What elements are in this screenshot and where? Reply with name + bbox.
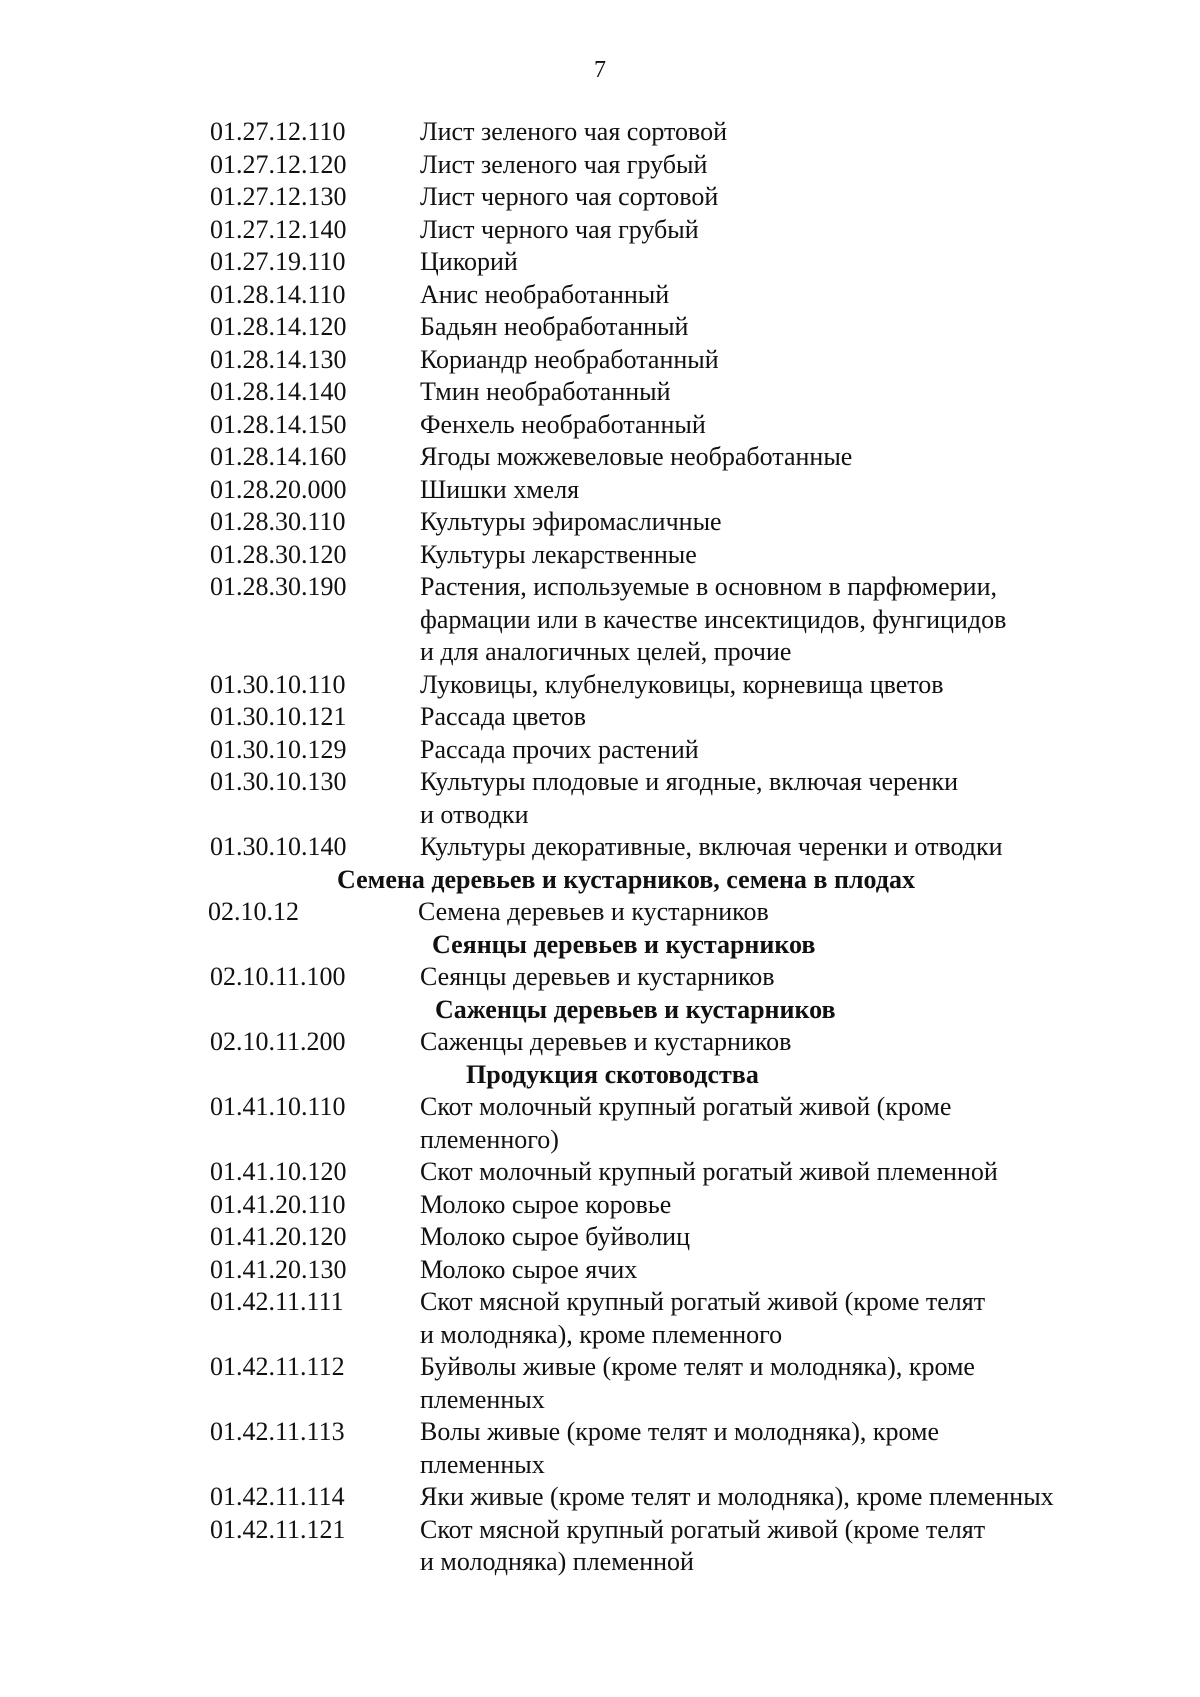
- item-code: 01.28.20.000: [210, 474, 347, 504]
- section-heading: Продукция скотоводства: [466, 1059, 759, 1089]
- item-code: 01.28.14.120: [210, 312, 347, 341]
- item-code: 01.42.11.121: [210, 1514, 346, 1544]
- item-code: 01.41.20.110: [210, 1189, 346, 1219]
- item-description: Саженцы деревьев и кустарников: [420, 1027, 792, 1056]
- item-description: Рассада прочих растений: [420, 734, 699, 764]
- item-description: Рассада цветов: [420, 702, 587, 731]
- page-number: 7: [594, 57, 606, 83]
- item-description: Молоко сырое буйволиц: [420, 1222, 690, 1251]
- list-item: [210, 1156, 1130, 1189]
- item-code: 01.30.10.110: [210, 669, 346, 699]
- item-description: Бадьян необработанный: [420, 312, 689, 341]
- section-heading: Сеянцы деревьев и кустарников: [432, 929, 816, 959]
- item-description: Лист черного чая сортовой: [420, 182, 719, 211]
- item-code: 01.28.14.160: [210, 442, 347, 471]
- list-item: [210, 116, 1130, 149]
- item-description: Шишки хмеля: [420, 474, 580, 504]
- list-item: [210, 1481, 1130, 1514]
- list-item: [210, 1254, 1130, 1287]
- list-item: [210, 766, 1130, 831]
- item-code: 02.10.12: [208, 897, 299, 926]
- item-description: Анис необработанный: [420, 279, 670, 309]
- item-description: Культуры лекарственные: [420, 539, 697, 569]
- item-description: Сеянцы деревьев и кустарников: [420, 962, 775, 991]
- item-code: 02.10.11.200: [210, 1027, 346, 1056]
- list-item: [210, 214, 1130, 247]
- list-item: [210, 474, 1130, 507]
- item-code: 01.30.10.129: [210, 734, 347, 764]
- item-description: Лист черного чая грубый: [420, 214, 699, 244]
- item-description: Молоко сырое коровье: [420, 1189, 672, 1219]
- item-code: 01.41.10.110: [210, 1092, 346, 1121]
- item-description: Скот молочный крупный рогатый живой (кроме племенного): [420, 1092, 952, 1154]
- item-description: Фенхель необработанный: [420, 409, 706, 439]
- list-item: [210, 149, 1130, 182]
- item-description: Кориандр необработанный: [420, 344, 719, 374]
- list-item: [210, 669, 1130, 702]
- list-item: [210, 1514, 1130, 1579]
- item-code: 01.28.30.110: [210, 507, 346, 536]
- item-description: Скот мясной крупный рогатый живой (кроме телят и молодняка), кроме племенного: [420, 1287, 986, 1349]
- list-item: [210, 409, 1130, 442]
- section-heading: Саженцы деревьев и кустарников: [435, 994, 836, 1024]
- item-description: Семена деревьев и кустарников: [418, 897, 769, 926]
- item-description: Цикорий: [420, 247, 518, 276]
- item-description: Растения, используемые в основном в парфюмерии, фармации или в качестве инсектицидов, фунгицидов и для аналогичных целей, прочие: [420, 572, 1007, 666]
- item-code: 01.27.12.110: [210, 117, 346, 146]
- item-code: 01.42.11.112: [210, 1352, 345, 1381]
- list-item: [210, 1286, 1130, 1351]
- list-item: [210, 246, 1130, 279]
- list-item: [210, 1091, 1130, 1156]
- list-item: [210, 279, 1130, 312]
- list-item: [210, 896, 1130, 929]
- item-code: 01.27.12.120: [210, 149, 347, 179]
- list-item: [210, 376, 1130, 409]
- item-code: 01.28.14.150: [210, 409, 347, 439]
- item-code: 01.28.14.140: [210, 377, 347, 406]
- item-code: 01.27.12.140: [210, 214, 347, 244]
- list-item: [210, 181, 1130, 214]
- list-item: [210, 701, 1130, 734]
- list-item: [210, 961, 1130, 994]
- item-description: Молоко сырое ячих: [420, 1254, 638, 1284]
- item-code: 01.30.10.130: [210, 767, 347, 796]
- classifier-list: [210, 116, 1130, 1579]
- item-description: Ягоды можжевеловые необработанные: [420, 442, 853, 471]
- item-code: 01.27.12.130: [210, 182, 347, 211]
- item-code: 02.10.11.100: [210, 962, 346, 991]
- list-item: [210, 311, 1130, 344]
- item-code: 01.42.11.113: [210, 1417, 345, 1446]
- item-code: 01.30.10.121: [210, 702, 347, 731]
- item-code: 01.41.20.130: [210, 1254, 347, 1284]
- list-item: [210, 441, 1130, 474]
- list-item: [210, 506, 1130, 539]
- list-item: [210, 1189, 1130, 1222]
- section-heading: Семена деревьев и кустарников, семена в плодах: [337, 864, 915, 894]
- list-item: [210, 831, 1130, 864]
- item-code: 01.41.20.120: [210, 1222, 347, 1251]
- item-code: 01.42.11.111: [210, 1287, 344, 1316]
- item-description: Культуры декоративные, включая черенки и отводки: [420, 832, 1003, 861]
- item-code: 01.28.14.130: [210, 344, 347, 374]
- list-item: [210, 539, 1130, 572]
- item-code: 01.28.14.110: [210, 279, 346, 309]
- item-description: Скот мясной крупный рогатый живой (кроме телят и молодняка) племенной: [420, 1514, 986, 1576]
- item-code: 01.27.19.110: [210, 247, 346, 276]
- item-code: 01.30.10.140: [210, 832, 347, 861]
- item-code: 01.41.10.120: [210, 1157, 347, 1186]
- item-description: Культуры плодовые и ягодные, включая черенки и отводки: [420, 767, 959, 829]
- item-description: Скот молочный крупный рогатый живой племенной: [420, 1157, 998, 1186]
- item-code: 01.42.11.114: [210, 1482, 345, 1511]
- list-item: [210, 1026, 1130, 1059]
- item-description: Тмин необработанный: [420, 377, 671, 406]
- item-description: Волы живые (кроме телят и молодняка), кроме племенных: [420, 1417, 940, 1479]
- item-description: Лист зеленого чая сортовой: [420, 117, 728, 146]
- list-item: [210, 571, 1130, 669]
- item-description: Культуры эфиромасличные: [420, 507, 722, 536]
- list-item: [210, 734, 1130, 767]
- item-description: Лист зеленого чая грубый: [420, 149, 708, 179]
- item-code: 01.28.30.190: [210, 572, 347, 601]
- item-description: Яки живые (кроме телят и молодняка), кроме племенных: [420, 1482, 1054, 1511]
- item-code: 01.28.30.120: [210, 539, 347, 569]
- list-item: [210, 1221, 1130, 1254]
- item-description: Буйволы живые (кроме телят и молодняка), кроме племенных: [420, 1352, 975, 1414]
- list-item: [210, 1416, 1130, 1481]
- list-item: [210, 1351, 1130, 1416]
- item-description: Луковицы, клубнелуковицы, корневища цветов: [420, 669, 944, 699]
- list-item: [210, 344, 1130, 377]
